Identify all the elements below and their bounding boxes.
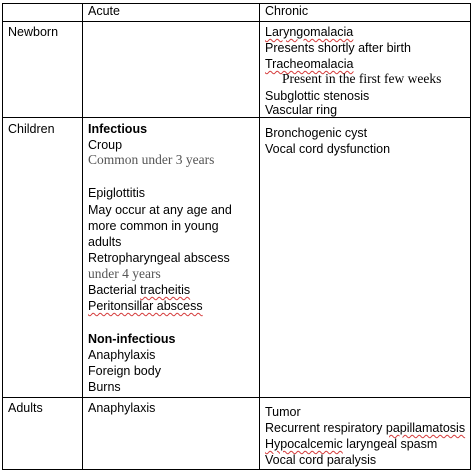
acute-item: Peritonsillar abscess (88, 299, 203, 313)
column-divider-2 (259, 3, 260, 470)
acute-item: Anaphylaxis (88, 401, 156, 415)
acute-item-word: tracheitis (140, 283, 191, 297)
row-divider-children (2, 397, 471, 398)
acute-item: Epiglottitis (88, 186, 145, 200)
row-divider-header (2, 21, 471, 22)
row-divider-newborn (2, 117, 471, 118)
acute-item: Bacterial tracheitis (88, 283, 191, 297)
acute-item: Anaphylaxis (88, 348, 156, 362)
chronic-item-word: Hypocalcemic (265, 437, 343, 451)
header-chronic: Chronic (265, 4, 309, 18)
chronic-item-word: papillamatosis (385, 421, 466, 435)
chronic-item: Laryngomalacia (265, 25, 354, 39)
chronic-item: Tumor (265, 405, 301, 419)
acute-item: Burns (88, 380, 121, 394)
chronic-note: Present in the first few weeks (282, 71, 442, 86)
chronic-item: Tracheomalacia (265, 57, 354, 71)
acute-item: Foreign body (88, 364, 161, 378)
chronic-item: Subglottic stenosis (265, 89, 370, 103)
chronic-item: Hypocalcemic laryngeal spasm (265, 437, 438, 451)
chronic-item: Recurrent respiratory papillamatosis (265, 421, 466, 435)
acute-category-heading: Non-infectious (88, 332, 176, 346)
acute-item: May occur at any age and (88, 203, 232, 217)
row-label-children: Children (8, 122, 55, 136)
chronic-item: Vocal cord paralysis (265, 453, 377, 467)
acute-item: Croup (88, 138, 123, 152)
acute-item: Retropharyngeal abscess (88, 251, 230, 265)
acute-category-heading: Infectious (88, 122, 148, 136)
acute-item: adults (88, 235, 122, 249)
row-label-adults: Adults (8, 401, 43, 415)
header-acute: Acute (88, 4, 120, 18)
chronic-item: Presents shortly after birth (265, 41, 411, 55)
chronic-item: Bronchogenic cyst (265, 126, 368, 140)
acute-item: more common in young (88, 219, 219, 233)
acute-note: Common under 3 years (88, 152, 215, 167)
acute-note: under 4 years (88, 266, 161, 281)
column-divider-1 (82, 3, 83, 470)
row-label-newborn: Newborn (8, 25, 59, 39)
chronic-item: Vascular ring (265, 103, 338, 117)
chronic-item: Vocal cord dysfunction (265, 142, 391, 156)
